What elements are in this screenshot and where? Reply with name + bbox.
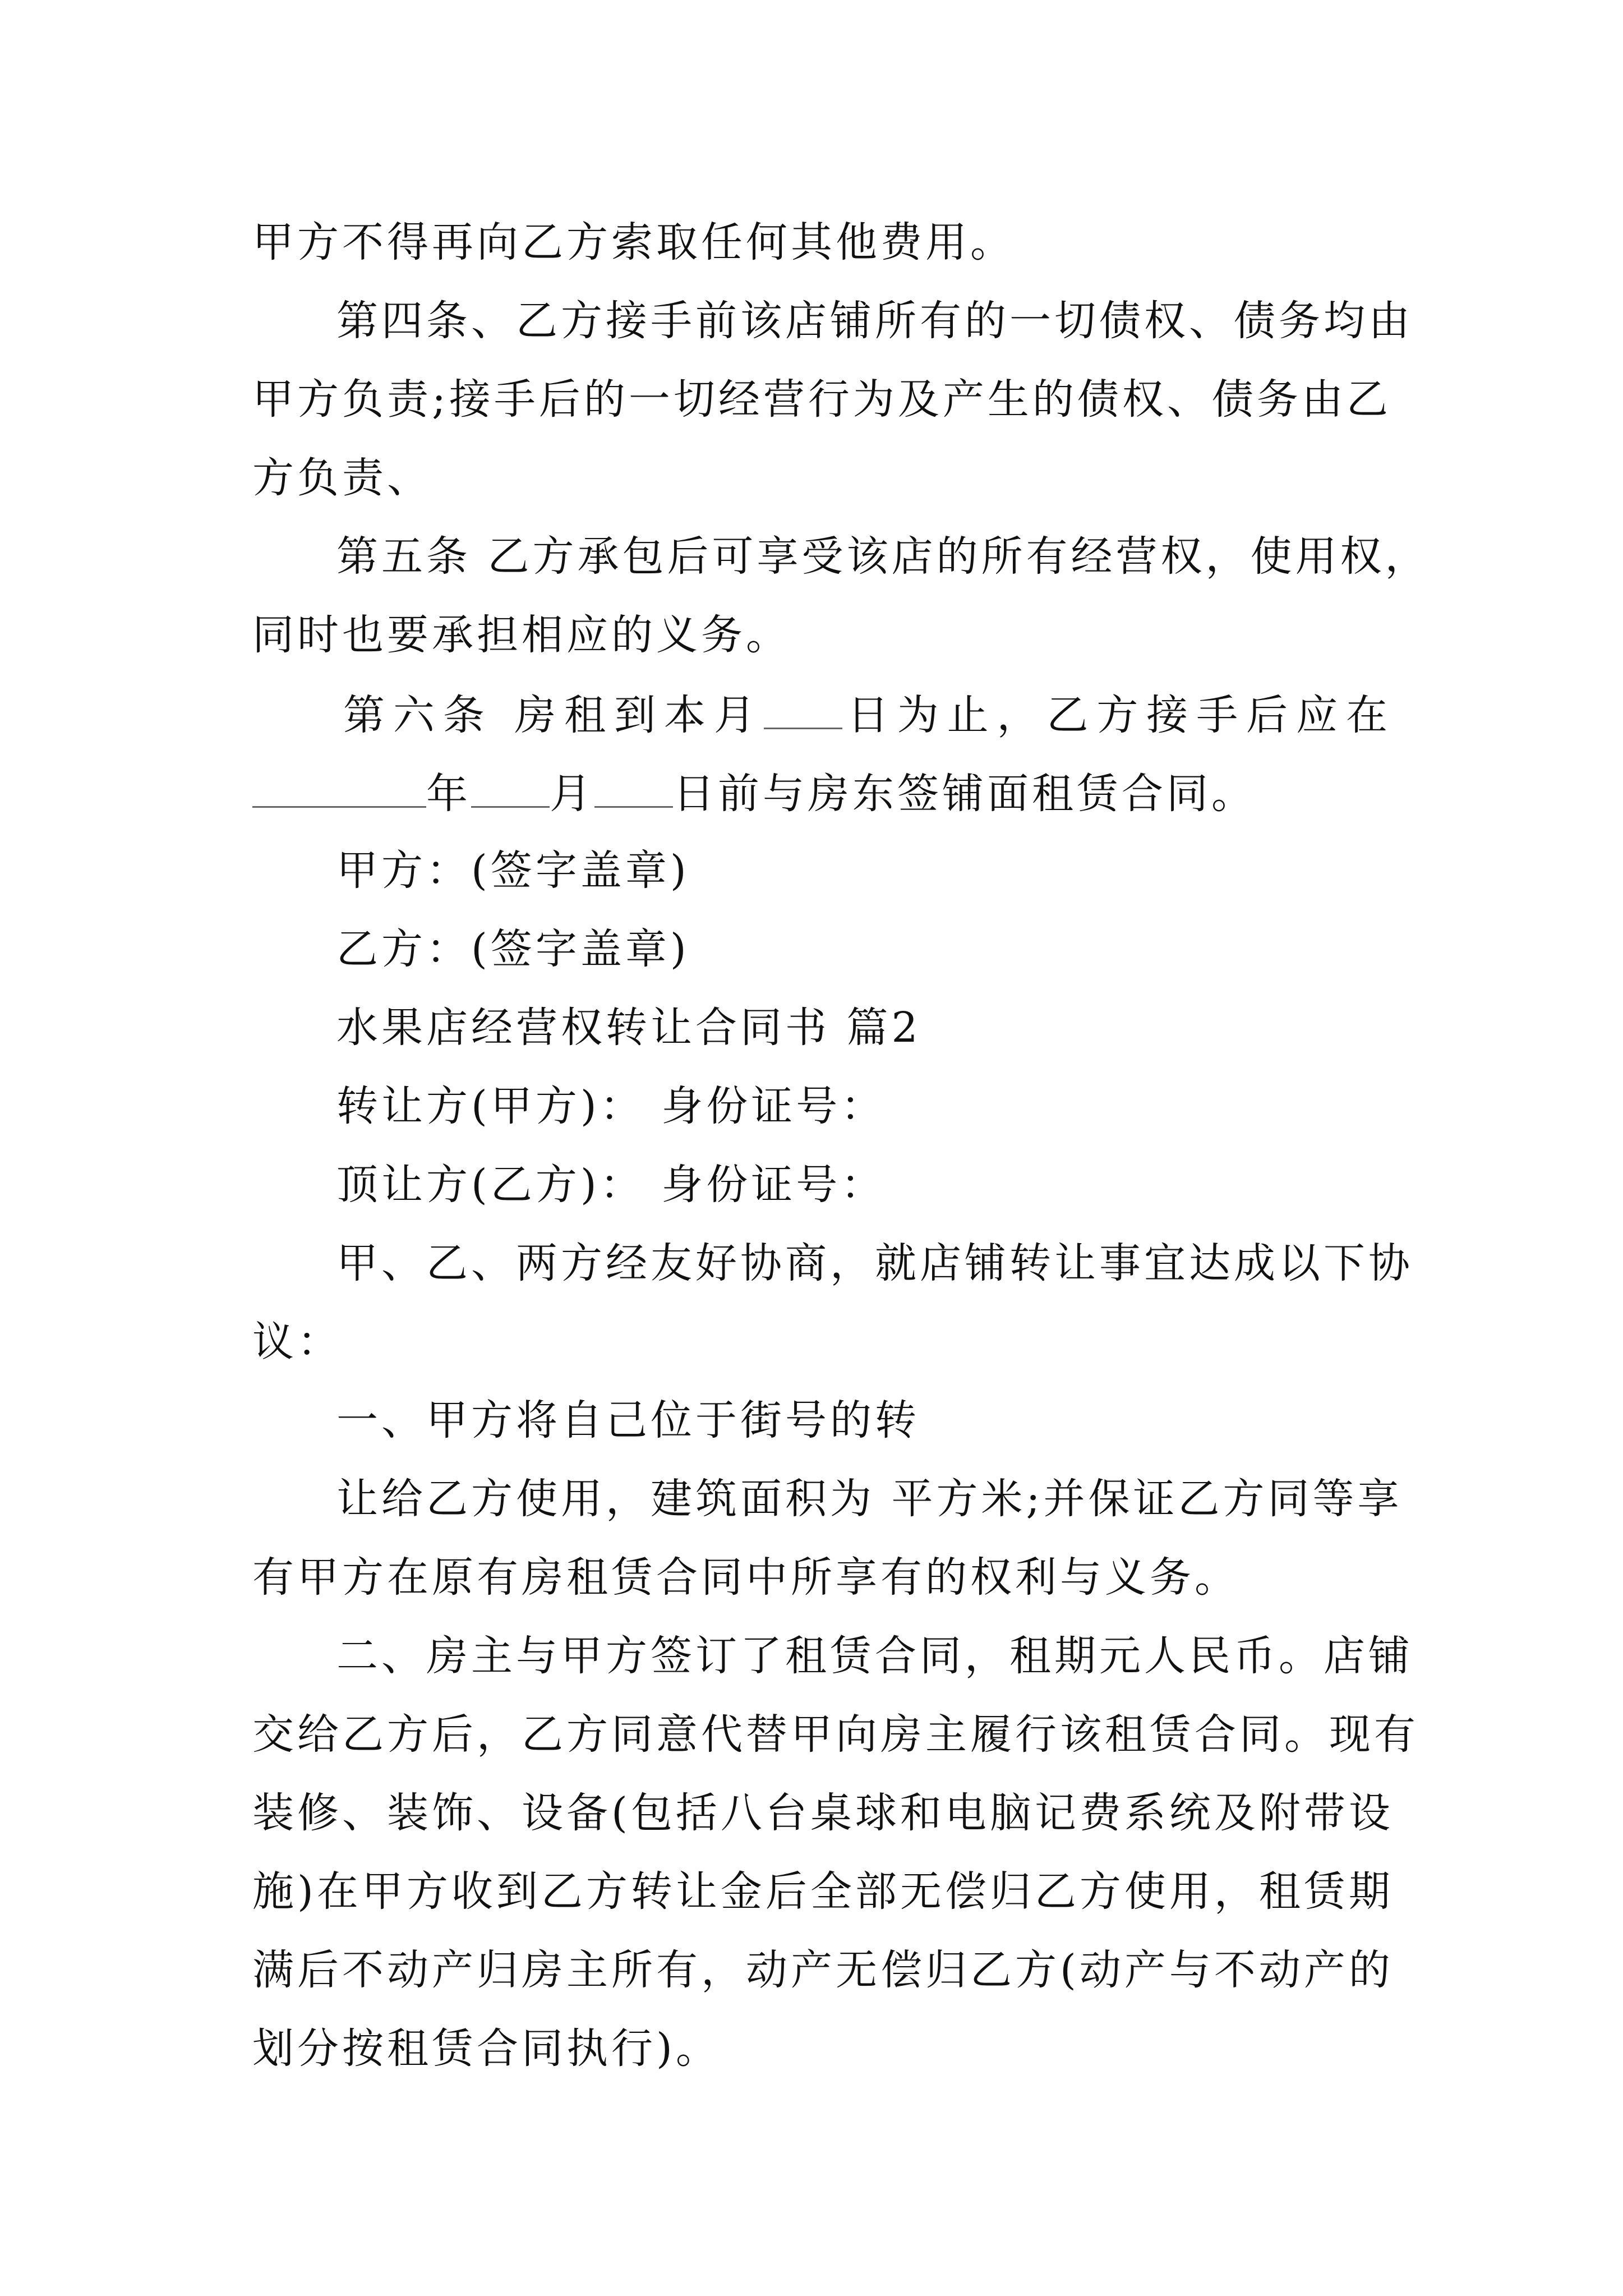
text-line: 一、甲方将自己位于街号的转 <box>336 1396 920 1444</box>
text-line: 甲方不得再向乙方索取任何其他费用。 <box>252 218 1015 266</box>
text-line: 甲方负责;接手后的一切经营行为及产生的债权、债务由乙 <box>252 375 1391 424</box>
clause-six-mid: 日为止，乙方接手后应在 <box>842 691 1391 739</box>
text-line: 划分按租赁合同执行)。 <box>252 2024 721 2073</box>
text-line: 二、房主与甲方签订了租赁合同，租期元人民币。店铺 <box>336 1632 1413 1680</box>
transferee-line: 顶让方(乙方)： 身份证号： <box>336 1161 886 1209</box>
text-line: 同时也要承担相应的义务。 <box>252 611 791 659</box>
text-line <box>343 691 1391 739</box>
text-line: 议： <box>252 1318 342 1366</box>
text-line: 让给乙方使用，建筑面积为 平方米;并保证乙方同等享 <box>336 1475 1403 1523</box>
blank-month <box>471 771 550 808</box>
text-line <box>252 770 1391 818</box>
blank-year <box>252 771 426 808</box>
clause-six-start: 第六条 房租到本月 <box>343 691 764 739</box>
text-line: 第五条 乙方承包后可享受该店的所有经营权，使用权， <box>336 532 1430 581</box>
text-line: 方负责、 <box>252 454 432 502</box>
transferor-line: 转让方(甲方)： 身份证号： <box>336 1082 886 1130</box>
text-line: 甲、乙、两方经友好协商，就店铺转让事宜达成以下协 <box>336 1239 1413 1287</box>
party-a-signature: 甲方：(签字盖章) <box>336 846 690 895</box>
text-line: 施)在甲方收到乙方转让金后全部无偿归乙方使用，租赁期 <box>252 1867 1394 1916</box>
section-title: 水果店经营权转让合同书 篇2 <box>336 1004 921 1052</box>
text-line: 有甲方在原有房租赁合同中所享有的权利与义务。 <box>252 1553 1239 1602</box>
blank-date <box>594 771 673 808</box>
text-line: 第四条、乙方接手前该店铺所有的一切债权、债务均由 <box>336 297 1413 345</box>
year-label: 年 <box>426 770 471 818</box>
blank-day <box>764 693 842 729</box>
party-b-signature: 乙方：(签字盖章) <box>336 925 690 973</box>
text-line: 满后不动产归房主所有，动产无偿归乙方(动产与不动产的 <box>252 1946 1394 1994</box>
text-line: 装修、装饰、设备(包括八台桌球和电脑记费系统及附带设 <box>252 1789 1394 1837</box>
text-line: 交给乙方后，乙方同意代替甲向房主履行该租赁合同。现有 <box>252 1710 1419 1759</box>
month-label: 月 <box>550 770 594 818</box>
clause-six-end: 日前与房东签铺面租赁合同。 <box>673 770 1256 818</box>
